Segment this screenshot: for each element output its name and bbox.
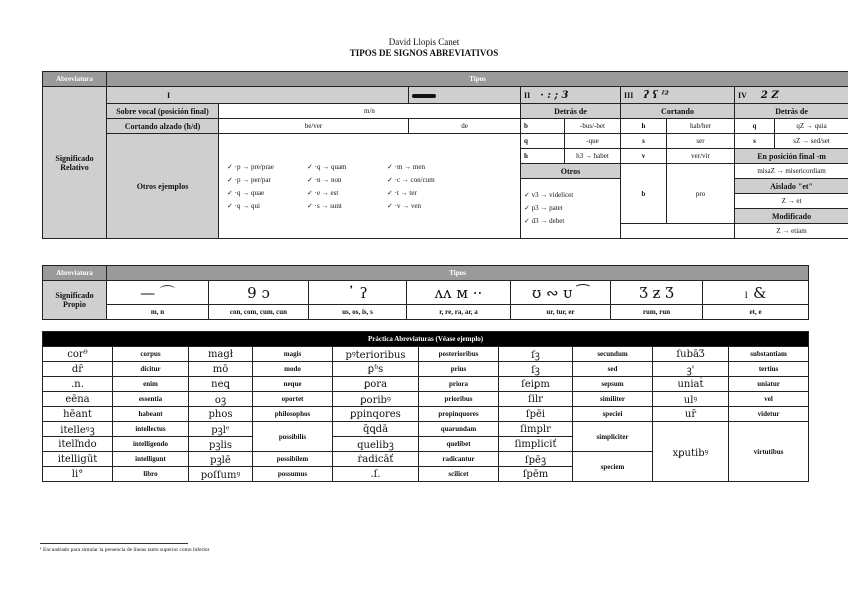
alzado-v1: be/ver [219, 119, 409, 134]
latin-cell: propinquores [419, 407, 499, 422]
ii-letter: b [521, 119, 565, 134]
glyph-label: con, com, cum, cun [209, 305, 309, 320]
table-proper [42, 265, 809, 320]
latin-cell: priora [419, 377, 499, 392]
iv-value: qZ → quia [775, 119, 848, 134]
ii-value: -que [565, 134, 621, 149]
abbr-cell: cor⁹ [43, 347, 113, 362]
latin-cell: prioribus [419, 392, 499, 407]
latin-cell: sepsum [573, 377, 653, 392]
example: ✓ ·m → men [387, 162, 425, 171]
practice-title: Práctica Abreviaturas (Véase ejemplo) [43, 332, 809, 347]
latin-cell: possibilem [253, 452, 333, 467]
abbr-cell: ꝑora [333, 377, 419, 392]
iv-letter: q [735, 119, 775, 134]
abbr-cell: itelligūt [43, 452, 113, 467]
abbr-cell: ſilr [499, 392, 573, 407]
abbr-cell: ſimpliciť [499, 437, 573, 452]
example: ✓ v3 → videlicet [524, 191, 574, 199]
abbr-cell: q̄ꝗdā [333, 422, 419, 437]
example: ✓ ·e → est [307, 188, 339, 197]
abbr-cell: ur̄ [653, 407, 729, 422]
abbr-cell: uniaṫ [653, 377, 729, 392]
ii-letter: h [521, 149, 565, 164]
latin-cell: libro [113, 467, 189, 482]
group-i: I [107, 87, 409, 104]
bar-glyph-icon [412, 94, 436, 98]
latin-cell: intelligendo [113, 437, 189, 452]
latin-cell: uniatur [729, 377, 809, 392]
latin-cell: essentia [113, 392, 189, 407]
abbr-cell: phos [189, 407, 253, 422]
label-vocal: Sobre vocal (posición final) [107, 104, 219, 119]
latin-cell: vel [729, 392, 809, 407]
abbr-cell: oꝫ [189, 392, 253, 407]
footnote: ¹ Encuadrado para simular la presencia de líneas tanto superior como inferior [40, 547, 210, 553]
abbr-cell: xꝑutibꝰ [653, 422, 729, 482]
glyph-bar [409, 87, 521, 104]
iv-aislado: Aislado "et" [735, 179, 848, 194]
group-ii: II · : ; 3 [521, 87, 621, 104]
iii-empty [621, 224, 735, 239]
table-practice [42, 331, 809, 482]
abbr-cell: itelleꝰꝫ [43, 422, 113, 437]
glyph-cell: ᾽ ʔ [309, 281, 407, 305]
latin-cell: dicitur [113, 362, 189, 377]
latin-cell: neque [253, 377, 333, 392]
latin-cell: posterioribus [419, 347, 499, 362]
col-tipos: Tipos [107, 266, 809, 281]
latin-cell: speciei [573, 407, 653, 422]
abbr-cell: ꝑᵘ̇s [333, 362, 419, 377]
abbr-cell: ſꝫ [499, 362, 573, 377]
latin-cell: speciem [573, 452, 653, 482]
col-abreviatura: Abreviatura [43, 266, 107, 281]
alzado-v2: de [409, 119, 521, 134]
latin-cell: sed [573, 362, 653, 377]
abbr-cell: .n. [43, 377, 113, 392]
iii-value: hab/her [667, 119, 735, 134]
abbr-cell: ſimplr [499, 422, 573, 437]
example: ✓ ·c → con/cum [387, 175, 435, 184]
example: ✓ ·n → non [307, 175, 342, 184]
latin-cell: habeant [113, 407, 189, 422]
abbr-cell: ꝑoribꝰ [333, 392, 419, 407]
latin-cell: philosophos [253, 407, 333, 422]
abbr-cell: ulꝰ [653, 392, 729, 407]
latin-cell: radicantur [419, 452, 499, 467]
example: ✓ ·p → pre/prae [227, 162, 274, 171]
abbr-cell: dr̄ [43, 362, 113, 377]
latin-cell: quarundam [419, 422, 499, 437]
iv-value: sZ → sed/set [775, 134, 848, 149]
abbr-cell: li° [43, 467, 113, 482]
iv-pos-final: En posición final -m [735, 149, 848, 164]
latin-cell: oportet [253, 392, 333, 407]
iii-value: ver/vir [667, 149, 735, 164]
label-otros: Otros ejemplos [107, 134, 219, 239]
abbr-cell: ꝑpinqores [333, 407, 419, 422]
iii-letter: h [621, 119, 667, 134]
iii-letter: s [621, 134, 667, 149]
iv-pos-final-example: misaZ → misericordiam [735, 164, 848, 179]
abbr-cell: ſubāƷ [653, 347, 729, 362]
iii-letter: v [621, 149, 667, 164]
col-abreviatura: Abreviatura [43, 72, 107, 87]
latin-cell: scilicet [419, 467, 499, 482]
author: David Llopis Canet [388, 37, 460, 47]
ii-value: h3 → habet [565, 149, 621, 164]
abbr-cell: ſeiꝑm [499, 377, 573, 392]
latin-cell: intelligunt [113, 452, 189, 467]
latin-cell: virtutibus [729, 422, 809, 482]
example: ✓ ·t → ter [387, 188, 417, 197]
iv-aislado-example: Z → et [735, 194, 848, 209]
example: ✓ p3 → patet [524, 204, 563, 212]
latin-cell: intellectus [113, 422, 189, 437]
abbr-cell: eēna [43, 392, 113, 407]
glyph-label: us, os, is, s [309, 305, 407, 320]
latin-cell: magis [253, 347, 333, 362]
abbr-cell: ſpēꝫ [499, 452, 573, 467]
iii-value: ser [667, 134, 735, 149]
ii-value: -bus/-bet [565, 119, 621, 134]
ii-letter: q [521, 134, 565, 149]
col-tipos: Tipos [107, 72, 848, 87]
abbr-cell: pꝫlē [189, 452, 253, 467]
abbr-cell: poſſumꝰ [189, 467, 253, 482]
label-alzado: Cortando alzado (h/d) [107, 119, 219, 134]
example: ✓ ·s → sunt [307, 201, 342, 210]
vocal-value: m/n [219, 104, 521, 119]
latin-cell: corpus [113, 347, 189, 362]
table-relative [42, 71, 848, 239]
example: ✓ ·v → ven [387, 201, 422, 210]
abbr-cell: ꝫ' [653, 362, 729, 377]
latin-cell: enim [113, 377, 189, 392]
latin-cell: substantiam [729, 347, 809, 362]
abbr-cell: hēant [43, 407, 113, 422]
abbr-cell: magł [189, 347, 253, 362]
significado-propio: Significado Propio [43, 281, 107, 320]
example: ✓ ·q → quam [307, 162, 347, 171]
latin-cell: simpliciter [573, 422, 653, 452]
ii-detras: Detrás de [521, 104, 621, 119]
glyph-label: rum, run [611, 305, 703, 320]
abbr-cell: quelibꝫ [333, 437, 419, 452]
glyph-label: et, e [703, 305, 809, 320]
abbr-cell: neꝗ [189, 377, 253, 392]
glyph-cell: ₗ & [703, 281, 809, 305]
example: ✓ d3 → debet [524, 217, 565, 225]
glyph-cell: Ʒ ƶ Ʒ [611, 281, 703, 305]
glyph-label: ur, tur, er [511, 305, 611, 320]
glyph-label: m, n [107, 305, 209, 320]
abbr-cell: ṙadicāť [333, 452, 419, 467]
footnote-divider [40, 543, 188, 544]
latin-cell: possumus [253, 467, 333, 482]
otros-ejemplos [219, 134, 521, 239]
abbr-cell: pꝫlis [189, 437, 253, 452]
abbr-cell: .ſ. [333, 467, 419, 482]
abbr-cell: ſꝫ [499, 347, 573, 362]
iii-value: pro [667, 164, 735, 224]
latin-cell: tertius [729, 362, 809, 377]
iv-letter: s [735, 134, 775, 149]
abbr-cell: itelľndo [43, 437, 113, 452]
iv-modificado: Modificado [735, 209, 848, 224]
glyph-cell: ʌʌ ᴍ ·· [407, 281, 511, 305]
glyph-cell: 9 ɔ [209, 281, 309, 305]
abbr-cell: ſpēi [499, 407, 573, 422]
iii-letter: b [621, 164, 667, 224]
glyph-label: r, re, ra, ar, a [407, 305, 511, 320]
example: ✓ ·q → qui [227, 201, 260, 210]
glyph-cell: — ⌒ [107, 281, 209, 305]
group-iv: IV 2 Z [735, 87, 848, 104]
iv-modificado-example: Z → etiam [735, 224, 848, 239]
iv-detras: Detrás de [735, 104, 848, 119]
latin-cell: videtur [729, 407, 809, 422]
example: ✓ ·q → quae [227, 188, 265, 197]
latin-cell: similiter [573, 392, 653, 407]
glyph-cell: ʊ ∾ ᴜ ⁀ [511, 281, 611, 305]
latin-cell: prius [419, 362, 499, 377]
abbr-cell: ſpēm [499, 467, 573, 482]
abbr-cell: pꝫlᵉ [189, 422, 253, 437]
example: ✓ ·p → per/par [227, 175, 271, 184]
latin-cell: secundum [573, 347, 653, 362]
abbr-cell: pꝰterioribus [333, 347, 419, 362]
document-title: TIPOS DE SIGNOS ABREVIATIVOS [349, 48, 499, 58]
significado-relativo: Significado Relativo [43, 87, 107, 239]
abbr-cell: mō [189, 362, 253, 377]
latin-cell: possibilis [253, 422, 333, 452]
latin-cell: quelibet [419, 437, 499, 452]
ii-otros: Otros [521, 164, 621, 179]
ii-otros-examples [521, 179, 621, 239]
group-iii: III ʔ ʕ ˀ² [621, 87, 735, 104]
latin-cell: modo [253, 362, 333, 377]
iii-cortando: Cortando [621, 104, 735, 119]
